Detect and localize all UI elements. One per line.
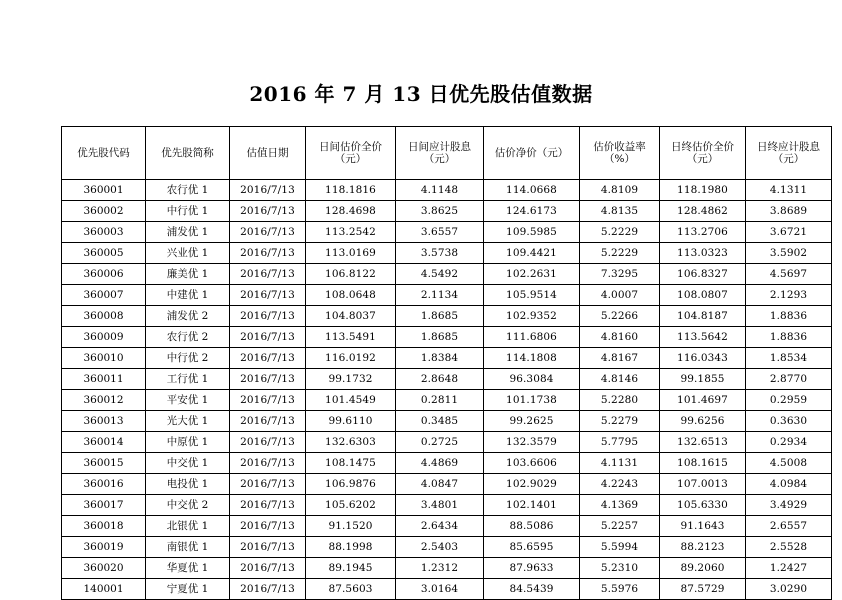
table-cell: 89.2060 bbox=[660, 558, 746, 579]
column-header-6 bbox=[580, 127, 660, 180]
table-cell: 128.4698 bbox=[306, 201, 396, 222]
table-cell: 1.2427 bbox=[746, 558, 832, 579]
table-cell: 5.2266 bbox=[580, 306, 660, 327]
table-cell: 87.9633 bbox=[484, 558, 580, 579]
table-cell: 2.1134 bbox=[396, 285, 484, 306]
table-cell: 107.0013 bbox=[660, 474, 746, 495]
table-cell: 农行优 2 bbox=[146, 327, 230, 348]
table-cell: 浦发优 1 bbox=[146, 222, 230, 243]
table-cell: 103.6606 bbox=[484, 453, 580, 474]
table-cell: 96.3084 bbox=[484, 369, 580, 390]
table-row bbox=[62, 579, 832, 600]
column-header-line: 优先股代码 bbox=[77, 146, 130, 159]
table-cell: 1.2312 bbox=[396, 558, 484, 579]
valuation-table-container bbox=[61, 126, 820, 600]
table-cell: 2016/7/13 bbox=[230, 516, 306, 537]
column-header-line: 日终估价全价 bbox=[671, 140, 734, 153]
table-cell: 3.6557 bbox=[396, 222, 484, 243]
table-cell: 360017 bbox=[62, 495, 146, 516]
table-cell: 102.9352 bbox=[484, 306, 580, 327]
table-cell: 360019 bbox=[62, 537, 146, 558]
column-header-line: （元） bbox=[334, 153, 367, 165]
table-cell: 中原优 1 bbox=[146, 432, 230, 453]
table-cell: 3.5902 bbox=[746, 243, 832, 264]
table-cell: 4.5492 bbox=[396, 264, 484, 285]
table-cell: 0.2811 bbox=[396, 390, 484, 411]
table-cell: 5.2310 bbox=[580, 558, 660, 579]
table-cell: 360008 bbox=[62, 306, 146, 327]
table-row bbox=[62, 495, 832, 516]
table-cell: 108.1615 bbox=[660, 453, 746, 474]
table-cell: 0.2959 bbox=[746, 390, 832, 411]
table-cell: 360003 bbox=[62, 222, 146, 243]
table-cell: 2016/7/13 bbox=[230, 495, 306, 516]
table-cell: 5.2280 bbox=[580, 390, 660, 411]
table-cell: 108.0807 bbox=[660, 285, 746, 306]
table-cell: 87.5729 bbox=[660, 579, 746, 600]
table-cell: 102.9029 bbox=[484, 474, 580, 495]
table-cell: 4.8146 bbox=[580, 369, 660, 390]
table-row bbox=[62, 432, 832, 453]
table-cell: 113.2706 bbox=[660, 222, 746, 243]
table-cell: 浦发优 2 bbox=[146, 306, 230, 327]
table-cell: 电投优 1 bbox=[146, 474, 230, 495]
table-cell: 2.6557 bbox=[746, 516, 832, 537]
column-header-4 bbox=[396, 127, 484, 180]
table-cell: 2.1293 bbox=[746, 285, 832, 306]
table-cell: 113.2542 bbox=[306, 222, 396, 243]
table-cell: 2016/7/13 bbox=[230, 180, 306, 201]
table-cell: 1.8685 bbox=[396, 306, 484, 327]
table-cell: 2016/7/13 bbox=[230, 453, 306, 474]
table-cell: 2016/7/13 bbox=[230, 327, 306, 348]
table-cell: 104.8187 bbox=[660, 306, 746, 327]
table-cell: 4.5697 bbox=[746, 264, 832, 285]
table-cell: 360007 bbox=[62, 285, 146, 306]
table-cell: 360011 bbox=[62, 369, 146, 390]
table-row bbox=[62, 537, 832, 558]
table-cell: 4.4869 bbox=[396, 453, 484, 474]
table-cell: 87.5603 bbox=[306, 579, 396, 600]
table-cell: 2016/7/13 bbox=[230, 537, 306, 558]
table-cell: 5.5994 bbox=[580, 537, 660, 558]
table-cell: 116.0192 bbox=[306, 348, 396, 369]
table-cell: 1.8836 bbox=[746, 306, 832, 327]
table-cell: 360013 bbox=[62, 411, 146, 432]
column-header-line: 日间估价全价 bbox=[319, 140, 382, 153]
table-cell: 平安优 1 bbox=[146, 390, 230, 411]
table-cell: 105.6330 bbox=[660, 495, 746, 516]
table-cell: 88.5086 bbox=[484, 516, 580, 537]
table-cell: 3.8625 bbox=[396, 201, 484, 222]
table-cell: 111.6806 bbox=[484, 327, 580, 348]
column-header-line: （元） bbox=[772, 153, 805, 165]
table-cell: 2016/7/13 bbox=[230, 285, 306, 306]
table-cell: 4.0984 bbox=[746, 474, 832, 495]
table-cell: 360001 bbox=[62, 180, 146, 201]
table-cell: 1.8534 bbox=[746, 348, 832, 369]
table-cell: 2.8770 bbox=[746, 369, 832, 390]
table-cell: 1.8836 bbox=[746, 327, 832, 348]
table-cell: 2016/7/13 bbox=[230, 558, 306, 579]
column-header-7 bbox=[660, 127, 746, 180]
table-cell: 84.5439 bbox=[484, 579, 580, 600]
table-cell: 2016/7/13 bbox=[230, 348, 306, 369]
table-cell: 132.6513 bbox=[660, 432, 746, 453]
table-cell: 99.1855 bbox=[660, 369, 746, 390]
table-cell: 140001 bbox=[62, 579, 146, 600]
table-cell: 华夏优 1 bbox=[146, 558, 230, 579]
column-header-8 bbox=[746, 127, 832, 180]
table-cell: 5.2257 bbox=[580, 516, 660, 537]
table-cell: 5.7795 bbox=[580, 432, 660, 453]
table-cell: 113.5491 bbox=[306, 327, 396, 348]
table-cell: 118.1980 bbox=[660, 180, 746, 201]
table-row bbox=[62, 453, 832, 474]
table-cell: 2016/7/13 bbox=[230, 222, 306, 243]
table-cell: 3.0164 bbox=[396, 579, 484, 600]
column-header-line: 优先股简称 bbox=[161, 146, 214, 159]
table-cell: 5.2229 bbox=[580, 222, 660, 243]
table-cell: 360016 bbox=[62, 474, 146, 495]
table-cell: 工行优 1 bbox=[146, 369, 230, 390]
table-cell: 中建优 1 bbox=[146, 285, 230, 306]
table-cell: 109.5985 bbox=[484, 222, 580, 243]
column-header-line: 日间应计股息 bbox=[408, 140, 471, 153]
table-cell: 4.8160 bbox=[580, 327, 660, 348]
table-cell: 132.6303 bbox=[306, 432, 396, 453]
table-cell: 88.1998 bbox=[306, 537, 396, 558]
table-cell: 2016/7/13 bbox=[230, 390, 306, 411]
table-row bbox=[62, 327, 832, 348]
table-cell: 0.3485 bbox=[396, 411, 484, 432]
table-row bbox=[62, 348, 832, 369]
table-cell: 2016/7/13 bbox=[230, 264, 306, 285]
table-cell: 128.4862 bbox=[660, 201, 746, 222]
table-cell: 105.6202 bbox=[306, 495, 396, 516]
table-cell: 101.4549 bbox=[306, 390, 396, 411]
table-row bbox=[62, 201, 832, 222]
table-cell: 4.5008 bbox=[746, 453, 832, 474]
table-cell: 1.8384 bbox=[396, 348, 484, 369]
table-row bbox=[62, 474, 832, 495]
table-cell: 91.1643 bbox=[660, 516, 746, 537]
column-header-5 bbox=[484, 127, 580, 180]
table-cell: 360005 bbox=[62, 243, 146, 264]
table-cell: 99.1732 bbox=[306, 369, 396, 390]
table-cell: 104.8037 bbox=[306, 306, 396, 327]
table-cell: 中行优 2 bbox=[146, 348, 230, 369]
table-cell: 2016/7/13 bbox=[230, 306, 306, 327]
table-cell: 114.1808 bbox=[484, 348, 580, 369]
table-cell: 132.3579 bbox=[484, 432, 580, 453]
table-cell: 102.2631 bbox=[484, 264, 580, 285]
table-cell: 360015 bbox=[62, 453, 146, 474]
table-cell: 农行优 1 bbox=[146, 180, 230, 201]
table-cell: 3.0290 bbox=[746, 579, 832, 600]
table-cell: 2016/7/13 bbox=[230, 432, 306, 453]
table-cell: 2016/7/13 bbox=[230, 201, 306, 222]
column-header-line: 估值日期 bbox=[246, 146, 289, 159]
table-cell: 2016/7/13 bbox=[230, 411, 306, 432]
table-cell: 5.2229 bbox=[580, 243, 660, 264]
table-cell: 106.9876 bbox=[306, 474, 396, 495]
column-header-0 bbox=[62, 127, 146, 180]
table-cell: 5.5976 bbox=[580, 579, 660, 600]
table-cell: 3.4801 bbox=[396, 495, 484, 516]
table-row bbox=[62, 516, 832, 537]
column-header-line: （元） bbox=[423, 153, 456, 165]
column-header-3 bbox=[306, 127, 396, 180]
table-cell: 3.8689 bbox=[746, 201, 832, 222]
table-cell: 113.0323 bbox=[660, 243, 746, 264]
table-cell: 114.0668 bbox=[484, 180, 580, 201]
table-body bbox=[62, 180, 832, 600]
table-cell: 99.6256 bbox=[660, 411, 746, 432]
table-cell: 116.0343 bbox=[660, 348, 746, 369]
table-cell: 廉美优 1 bbox=[146, 264, 230, 285]
table-cell: 4.0007 bbox=[580, 285, 660, 306]
table-cell: 360010 bbox=[62, 348, 146, 369]
table-cell: 0.2934 bbox=[746, 432, 832, 453]
table-row bbox=[62, 411, 832, 432]
table-cell: 2.5403 bbox=[396, 537, 484, 558]
table-cell: 2016/7/13 bbox=[230, 369, 306, 390]
table-cell: 360009 bbox=[62, 327, 146, 348]
column-header-1 bbox=[146, 127, 230, 180]
table-cell: 91.1520 bbox=[306, 516, 396, 537]
table-cell: 113.0169 bbox=[306, 243, 396, 264]
table-cell: 4.1131 bbox=[580, 453, 660, 474]
table-cell: 108.0648 bbox=[306, 285, 396, 306]
table-cell: 106.8327 bbox=[660, 264, 746, 285]
table-cell: 360020 bbox=[62, 558, 146, 579]
table-cell: 2016/7/13 bbox=[230, 243, 306, 264]
table-cell: 99.6110 bbox=[306, 411, 396, 432]
table-cell: 3.4929 bbox=[746, 495, 832, 516]
table-cell: 4.2243 bbox=[580, 474, 660, 495]
table-cell: 360002 bbox=[62, 201, 146, 222]
table-cell: 宁夏优 1 bbox=[146, 579, 230, 600]
table-cell: 1.8685 bbox=[396, 327, 484, 348]
table-cell: 0.2725 bbox=[396, 432, 484, 453]
table-cell: 4.1369 bbox=[580, 495, 660, 516]
table-cell: 2.8648 bbox=[396, 369, 484, 390]
table-cell: 3.5738 bbox=[396, 243, 484, 264]
table-cell: 109.4421 bbox=[484, 243, 580, 264]
table-cell: 124.6173 bbox=[484, 201, 580, 222]
table-cell: 7.3295 bbox=[580, 264, 660, 285]
table-cell: 99.2625 bbox=[484, 411, 580, 432]
table-cell: 中交优 1 bbox=[146, 453, 230, 474]
table-cell: 光大优 1 bbox=[146, 411, 230, 432]
table-cell: 89.1945 bbox=[306, 558, 396, 579]
table-row bbox=[62, 264, 832, 285]
table-row bbox=[62, 390, 832, 411]
column-header-line: （元） bbox=[686, 153, 719, 165]
table-row bbox=[62, 222, 832, 243]
table-cell: 88.2123 bbox=[660, 537, 746, 558]
table-cell: 2016/7/13 bbox=[230, 474, 306, 495]
table-cell: 北银优 1 bbox=[146, 516, 230, 537]
table-row bbox=[62, 558, 832, 579]
table-header-row bbox=[62, 127, 832, 180]
table-cell: 360006 bbox=[62, 264, 146, 285]
table-cell: 118.1816 bbox=[306, 180, 396, 201]
table-cell: 中行优 1 bbox=[146, 201, 230, 222]
table-cell: 2.5528 bbox=[746, 537, 832, 558]
table-cell: 106.8122 bbox=[306, 264, 396, 285]
table-cell: 2.6434 bbox=[396, 516, 484, 537]
table-cell: 360018 bbox=[62, 516, 146, 537]
table-cell: 101.1738 bbox=[484, 390, 580, 411]
table-cell: 4.8109 bbox=[580, 180, 660, 201]
table-cell: 113.5642 bbox=[660, 327, 746, 348]
column-header-line: 估价收益率 bbox=[593, 140, 646, 153]
table-cell: 5.2279 bbox=[580, 411, 660, 432]
table-cell: 4.8167 bbox=[580, 348, 660, 369]
table-cell: 360014 bbox=[62, 432, 146, 453]
table-cell: 4.0847 bbox=[396, 474, 484, 495]
table-cell: 3.6721 bbox=[746, 222, 832, 243]
column-header-line: （%） bbox=[604, 153, 635, 165]
table-row bbox=[62, 306, 832, 327]
table-row bbox=[62, 369, 832, 390]
table-cell: 102.1401 bbox=[484, 495, 580, 516]
table-cell: 0.3630 bbox=[746, 411, 832, 432]
table-row bbox=[62, 180, 832, 201]
valuation-table bbox=[61, 126, 832, 600]
table-cell: 兴业优 1 bbox=[146, 243, 230, 264]
table-cell: 4.1148 bbox=[396, 180, 484, 201]
column-header-line: 日终应计股息 bbox=[757, 140, 820, 153]
table-cell: 4.1311 bbox=[746, 180, 832, 201]
table-cell: 108.1475 bbox=[306, 453, 396, 474]
page-title: 2016 年 7 月 13 日优先股估值数据 bbox=[249, 82, 593, 106]
column-header-2 bbox=[230, 127, 306, 180]
table-header bbox=[62, 127, 832, 180]
table-row bbox=[62, 243, 832, 264]
table-cell: 南银优 1 bbox=[146, 537, 230, 558]
table-cell: 85.6595 bbox=[484, 537, 580, 558]
table-cell: 2016/7/13 bbox=[230, 579, 306, 600]
table-cell: 4.8135 bbox=[580, 201, 660, 222]
table-row bbox=[62, 285, 832, 306]
table-cell: 360012 bbox=[62, 390, 146, 411]
table-cell: 中交优 2 bbox=[146, 495, 230, 516]
table-cell: 101.4697 bbox=[660, 390, 746, 411]
column-header-line: 估价净价（元） bbox=[494, 146, 569, 159]
table-cell: 105.9514 bbox=[484, 285, 580, 306]
